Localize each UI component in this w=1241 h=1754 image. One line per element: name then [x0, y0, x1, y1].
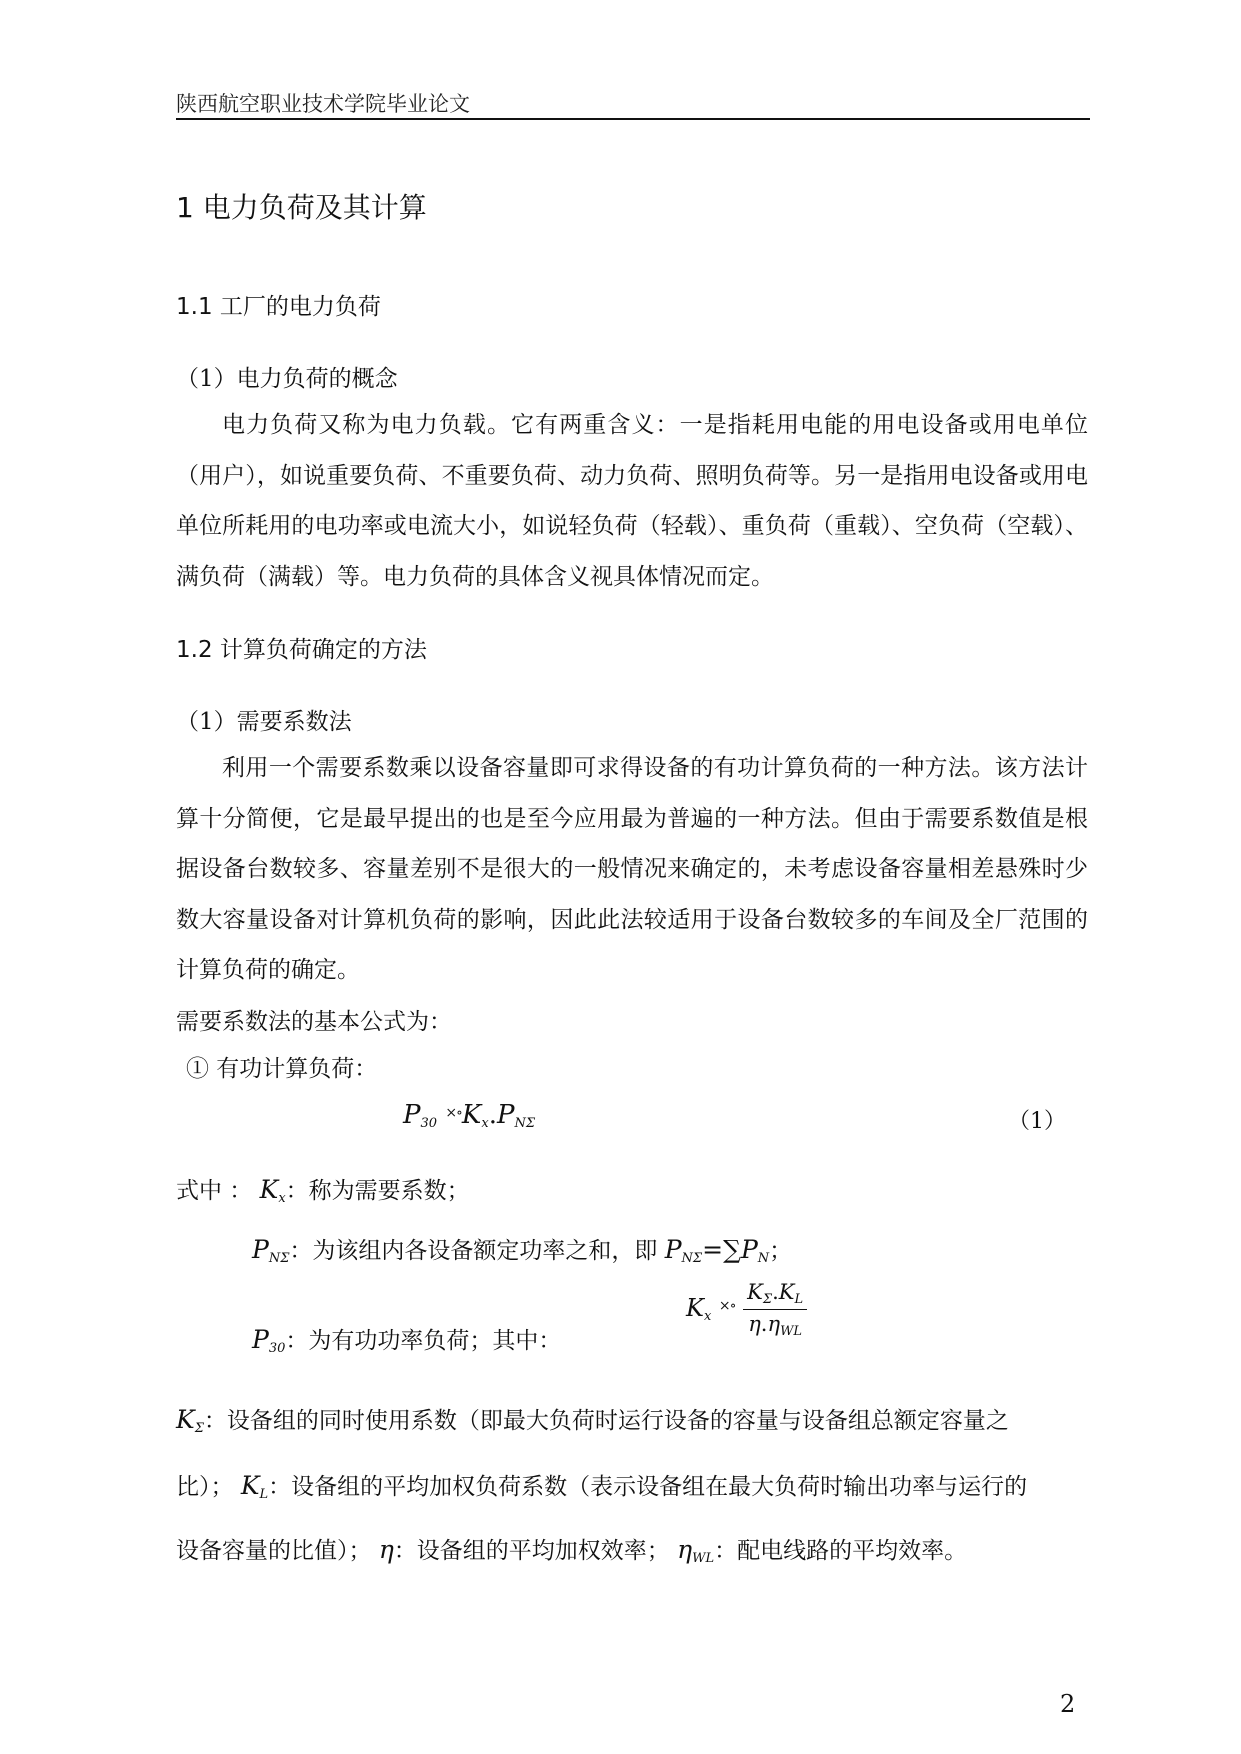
fkx-eq-symbol: ×∘: [718, 1298, 736, 1314]
kl-line: [176, 1468, 1027, 1502]
ksum-description: ：设备组的同时使用系数（即最大负荷时运行设备的容量与设备组总额定容量之: [203, 1408, 1009, 1434]
etawl-sub: WL: [692, 1551, 715, 1566]
chapter-title: 1 电力负荷及其计算: [176, 191, 427, 224]
eta-line: [176, 1532, 967, 1566]
sum-sign: ∑: [723, 1235, 741, 1264]
sum-p: P: [664, 1235, 682, 1264]
equation-number: （1）: [1008, 1109, 1066, 1134]
fkx-den-eta1: η: [748, 1312, 761, 1336]
fkx-den-sub-wl: WL: [780, 1324, 803, 1339]
section-1-2-subtitle: （1）需要系数法: [176, 709, 352, 735]
pns-sum-formula: [665, 1235, 769, 1264]
sum-pn: P: [740, 1235, 758, 1264]
fkx-den-dot: .: [760, 1312, 768, 1336]
section-1-2-title: 1.2 计算负荷确定的方法: [176, 637, 427, 663]
pns-sub: NΣ: [268, 1251, 290, 1266]
ksum-k: K: [176, 1405, 195, 1434]
pns-p: P: [252, 1235, 269, 1264]
fkx-num-dot: .: [772, 1280, 779, 1304]
formula-k: K: [461, 1100, 482, 1130]
kx-sub: x: [278, 1191, 286, 1206]
formula-sub-x: x: [481, 1116, 489, 1131]
kl-k: K: [240, 1471, 260, 1500]
p30-symbol: [252, 1325, 285, 1354]
formula-dot: .: [488, 1100, 497, 1130]
fkx-numerator: [743, 1280, 807, 1310]
fkx-num-k2: K: [778, 1280, 795, 1304]
formula-p30: [403, 1100, 535, 1131]
kl-line-start: 比）；: [176, 1474, 234, 1500]
fkx-sub: x: [703, 1309, 712, 1324]
pns-description: ：为该组内各设备额定功率之和，即: [289, 1238, 658, 1264]
eta-description: ：设备组的平均加权效率；: [393, 1538, 670, 1564]
sum-sub-n: N: [757, 1251, 770, 1266]
p30-p: P: [252, 1325, 269, 1354]
formula-intro: 需要系数法的基本公式为：: [176, 1009, 452, 1035]
fkx-num-sub-s: Σ: [762, 1292, 773, 1307]
page-number: 2: [1060, 1690, 1076, 1718]
section-1-2-paragraph: 利用一个需要系数乘以设备容量即可求得设备的有功计算负荷的一种方法。该方法计算十分简便，它是最早提出的也是至今应用最为普遍的一种方法。但由于需要系数值是根据设备台数较多、容量差别不是很大的一般情况来确定的，未考虑设备容量相差悬殊时少数大容量设备对计算机负荷的影响，因此此法较适用于设备台数较多的车间及全厂范围的计算负荷的确定。: [176, 755, 1088, 983]
fkx-den-eta2: η: [767, 1312, 781, 1336]
etawl-eta: η: [677, 1535, 693, 1564]
kx-description: ：称为需要系数；: [285, 1178, 470, 1204]
kl-sub: L: [259, 1487, 269, 1502]
eta-symbol: η: [378, 1535, 394, 1564]
fkx-num-k1: K: [747, 1280, 763, 1304]
kx-symbol: [260, 1175, 286, 1204]
ksum-line: [176, 1402, 1090, 1436]
fkx-num-sub-l: L: [794, 1292, 804, 1307]
pns-symbol: [252, 1235, 289, 1264]
active-load-item: ① 有功计算负荷：: [186, 1056, 378, 1082]
sum-eq: =: [702, 1235, 724, 1264]
p30-sub: 30: [268, 1341, 286, 1356]
kl-symbol: [241, 1471, 268, 1500]
document-header: 陕西航空职业技术学院毕业论文: [176, 92, 470, 116]
where-label: 式中 ：: [176, 1178, 253, 1204]
p30-line: [252, 1322, 561, 1356]
section-1-1-paragraph: 电力负荷又称为电力负载。它有两重含义：一是指耗用电能的用电设备或用电单位（用户），如说重要负荷、不重要负荷、动力负荷、照明负荷等。另一是指用电设备或用电单位所耗用的电功率或电流大小，如说轻负荷（轻载）、重负荷（重载）、空负荷（空载）、满负荷（满载）等。电力负荷的具体含义视具体情况而定。: [176, 412, 1088, 590]
etawl-symbol: [677, 1535, 714, 1564]
formula-kx: [686, 1280, 807, 1339]
pns-end: ；: [769, 1238, 793, 1264]
formula-sub-30: 30: [420, 1116, 438, 1131]
ksum-sub: Σ: [194, 1421, 204, 1436]
ksum-symbol: [176, 1405, 204, 1434]
section-1-1-title: 1.1 工厂的电力负荷: [176, 294, 381, 320]
sum-sub-ns: NΣ: [681, 1251, 703, 1266]
fkx-fraction: [743, 1280, 807, 1339]
formula-eq-symbol: ×∘: [445, 1105, 462, 1121]
etawl-description: ：配电线路的平均效率。: [714, 1538, 968, 1564]
kx-k: K: [259, 1175, 279, 1204]
section-1-1-subtitle: （1）电力负荷的概念: [176, 366, 398, 392]
formula-p2: P: [496, 1100, 515, 1130]
kl-description: ：设备组的平均加权负荷系数（表示设备组在最大负荷时输出功率与运行的: [268, 1474, 1028, 1500]
formula-p: P: [403, 1100, 421, 1130]
fkx-denominator: [743, 1310, 807, 1339]
p30-description: ：为有功功率负荷；其中：: [285, 1328, 562, 1354]
header-divider: [176, 118, 1090, 120]
where-line: [176, 1172, 470, 1206]
fkx-k: K: [686, 1294, 704, 1322]
eta-line-start: 设备容量的比值）；: [176, 1538, 372, 1564]
pns-line: [252, 1232, 792, 1266]
formula-sub-ns: NΣ: [514, 1116, 536, 1131]
